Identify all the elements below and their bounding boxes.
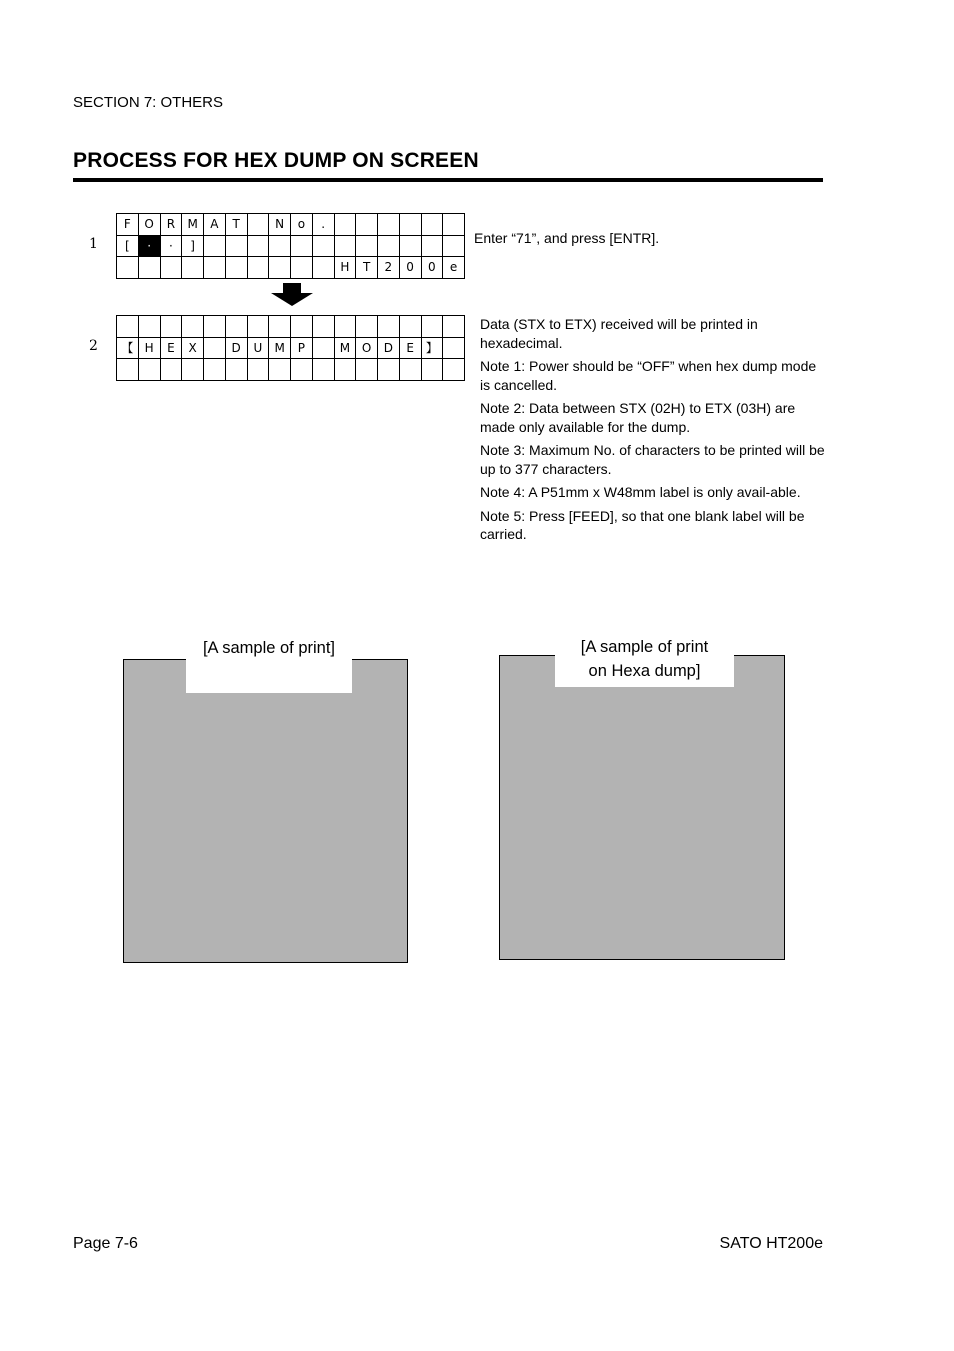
sample-hexa-label-line1: [A sample of print	[580, 638, 709, 656]
lcd-cell	[443, 359, 465, 381]
note-1: Note 1: Power should be “OFF” when hex dump mode is cancelled.	[480, 358, 817, 393]
lcd-display-step-2	[116, 315, 465, 381]
lcd-cell	[225, 257, 247, 279]
lcd-cell	[160, 359, 182, 381]
lcd-cell: D	[225, 337, 247, 359]
lcd-cell	[138, 359, 160, 381]
lcd-cell	[269, 235, 291, 257]
lcd-cell	[378, 235, 400, 257]
lcd-cell: O	[138, 214, 160, 236]
lcd-cell: D	[378, 337, 400, 359]
lcd-cell: 【	[117, 337, 139, 359]
note-5: Note 5: Press [FEED], so that one blank label will be carried.	[480, 507, 805, 542]
lcd-cell	[204, 235, 226, 257]
lcd-row	[117, 359, 465, 381]
lcd-cell	[356, 316, 378, 338]
sample-hexa-box	[499, 655, 785, 960]
section-label: SECTION 7: OTHERS	[73, 94, 224, 111]
lcd-row	[117, 214, 465, 236]
lcd-cell	[269, 359, 291, 381]
lcd-cell	[247, 316, 269, 338]
step-number-2: 2	[89, 338, 98, 354]
lcd-cell	[378, 214, 400, 236]
lcd-cell	[399, 316, 421, 338]
lcd-cell	[443, 337, 465, 359]
lcd-cell	[247, 214, 269, 236]
lcd-cell	[291, 257, 313, 279]
lcd-cell: 0	[421, 257, 443, 279]
lcd-cell	[247, 257, 269, 279]
step-number-1: 1	[89, 236, 98, 252]
step-2-notes	[480, 315, 825, 549]
lcd-cell	[291, 316, 313, 338]
lcd-cell	[182, 316, 204, 338]
lcd-cell	[421, 359, 443, 381]
note-4: Note 4: A P51mm x W48mm label is only avail-able.	[480, 484, 801, 500]
lcd-cell	[182, 359, 204, 381]
lcd-cell	[443, 214, 465, 236]
lcd-cell	[399, 214, 421, 236]
lcd-cell: M	[182, 214, 204, 236]
lcd-cell	[247, 359, 269, 381]
lcd-cell	[334, 316, 356, 338]
lcd-cell	[312, 257, 334, 279]
lcd-cell	[117, 257, 139, 279]
note-intro: Data (STX to ETX) received will be printed in hexadecimal.	[480, 316, 758, 351]
lcd-cell	[443, 316, 465, 338]
lcd-cell	[421, 214, 443, 236]
lcd-cell	[138, 316, 160, 338]
lcd-cell	[378, 359, 400, 381]
lcd-cell: P	[291, 337, 313, 359]
lcd-cell	[225, 316, 247, 338]
step-1-instruction: Enter “71”, and press [ENTR].	[474, 230, 660, 246]
lcd-cell	[204, 257, 226, 279]
lcd-cell: T	[225, 214, 247, 236]
note-3: Note 3: Maximum No. of characters to be printed will be up to 377 characters.	[480, 442, 825, 477]
lcd-cell: 0	[399, 257, 421, 279]
lcd-cell: N	[269, 214, 291, 236]
lcd-cell	[204, 337, 226, 359]
lcd-cell: R	[160, 214, 182, 236]
lcd-cell: X	[182, 337, 204, 359]
title-rule	[73, 178, 823, 182]
lcd-cell	[312, 359, 334, 381]
lcd-cell	[312, 235, 334, 257]
sample-print-label-text: [A sample of print]	[202, 639, 336, 657]
lcd-cell: T	[356, 257, 378, 279]
lcd-cell	[421, 316, 443, 338]
down-arrow-icon	[270, 283, 314, 307]
lcd-cell	[312, 337, 334, 359]
lcd-cell: ·	[160, 235, 182, 257]
lcd-cell: .	[312, 214, 334, 236]
lcd-row	[117, 337, 465, 359]
sample-hexa-label	[555, 635, 734, 687]
lcd-cell: E	[399, 337, 421, 359]
sample-print-label	[186, 634, 352, 693]
sample-hexa-label-line2: on Hexa dump]	[588, 662, 701, 680]
lcd-display-step-1	[116, 213, 465, 279]
footer-product: SATO HT200e	[719, 1235, 823, 1252]
lcd-cell: 】	[421, 337, 443, 359]
lcd-cell	[160, 257, 182, 279]
lcd-cell	[160, 316, 182, 338]
lcd-cell: H	[138, 337, 160, 359]
lcd-cell	[421, 235, 443, 257]
lcd-cell	[356, 235, 378, 257]
lcd-cell: M	[334, 337, 356, 359]
lcd-cell	[356, 359, 378, 381]
lcd-cell: E	[160, 337, 182, 359]
sample-print-box	[123, 659, 408, 963]
lcd-cell: U	[247, 337, 269, 359]
lcd-cell: ·	[138, 235, 160, 257]
lcd-cell	[269, 316, 291, 338]
lcd-cell	[138, 257, 160, 279]
lcd-cell: 2	[378, 257, 400, 279]
page-title: PROCESS FOR HEX DUMP ON SCREEN	[73, 149, 479, 172]
lcd-cell	[225, 235, 247, 257]
lcd-row	[117, 235, 465, 257]
lcd-cell	[356, 214, 378, 236]
lcd-cell	[378, 316, 400, 338]
lcd-cell: M	[269, 337, 291, 359]
lcd-cell	[334, 235, 356, 257]
lcd-cell	[225, 359, 247, 381]
lcd-cell	[204, 359, 226, 381]
lcd-cell: H	[334, 257, 356, 279]
lcd-cell	[182, 257, 204, 279]
lcd-cell	[204, 316, 226, 338]
lcd-cell	[291, 235, 313, 257]
lcd-cell: ]	[182, 235, 204, 257]
lcd-cell: e	[443, 257, 465, 279]
lcd-cell	[334, 359, 356, 381]
lcd-row	[117, 257, 465, 279]
lcd-cell	[312, 316, 334, 338]
lcd-cell	[443, 235, 465, 257]
lcd-cell: o	[291, 214, 313, 236]
lcd-cell	[334, 214, 356, 236]
lcd-cell	[399, 235, 421, 257]
lcd-cell: F	[117, 214, 139, 236]
lcd-cell	[269, 257, 291, 279]
lcd-cell	[291, 359, 313, 381]
lcd-row	[117, 316, 465, 338]
lcd-cell	[247, 235, 269, 257]
lcd-cell: [	[117, 235, 139, 257]
lcd-cell: O	[356, 337, 378, 359]
lcd-cell: A	[204, 214, 226, 236]
lcd-cell	[117, 359, 139, 381]
lcd-cell	[117, 316, 139, 338]
note-2: Note 2: Data between STX (02H) to ETX (03H) are made only available for the dump.	[480, 400, 796, 435]
lcd-cell	[399, 359, 421, 381]
footer-page-number: Page 7-6	[73, 1235, 138, 1252]
